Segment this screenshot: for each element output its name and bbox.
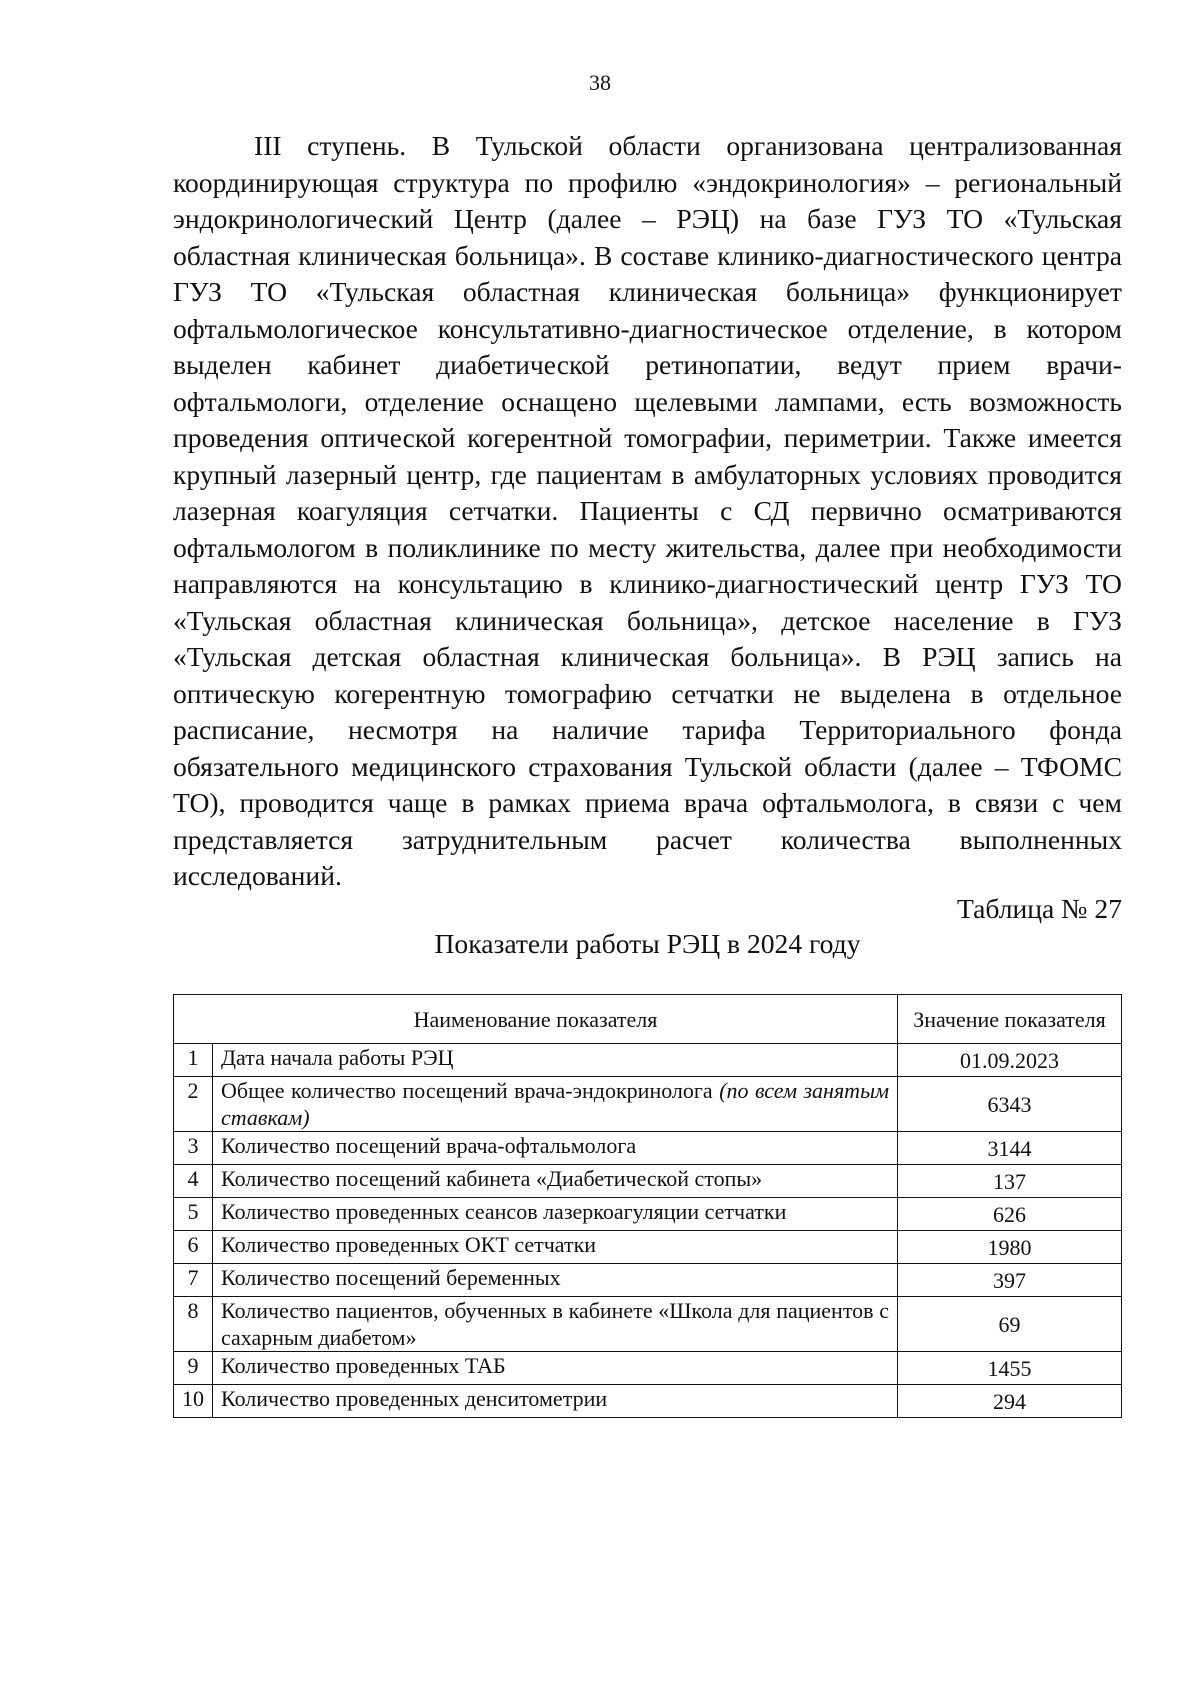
- row-indicator-name: Дата начала работы РЭЦ: [213, 1044, 898, 1077]
- row-indicator-note: (по всем занятым ставкам): [221, 1078, 890, 1130]
- table-row: [174, 1198, 1122, 1231]
- row-indicator-name-cell: [213, 1077, 898, 1132]
- indicators-table: [173, 994, 1122, 1418]
- row-indicator-value: 01.09.2023: [898, 1044, 1122, 1077]
- row-indicator-value: 137: [898, 1165, 1122, 1198]
- row-indicator-value: 397: [898, 1264, 1122, 1297]
- row-indicator-name: Количество посещений беременных: [213, 1264, 898, 1297]
- row-indicator-name: Количество проведенных ОКТ сетчатки: [213, 1231, 898, 1264]
- row-indicator-name: Количество посещений кабинета «Диабетической стопы»: [213, 1165, 898, 1198]
- row-number: 2: [174, 1077, 213, 1132]
- table-row: [174, 1231, 1122, 1264]
- table-row: [174, 1297, 1122, 1352]
- body-paragraph: III ступень. В Тульской области организована централизованная координирующая структура по профилю «эндокринология» – региональный эндокринологический Центр (далее – РЭЦ) на базе ГУЗ ТО «Тульская областная клиническая больница». В составе клинико-диагностического центра ГУЗ ТО «Тульская областная клиническая больница» функционирует офтальмологическое консультативно-диагностическое отделение, в котором выделен кабинет диабетической ретинопатии, ведут прием врачи-офтальмологи, отделение оснащено щелевыми лампами, есть возможность проведения оптической когерентной томографии, периметрии. Также имеется крупный лазерный центр, где пациентам в амбулаторных условиях проводится лазерная коагуляция сетчатки. Пациенты с СД первично осматриваются офтальмологом в поликлинике по месту жительства, далее при необходимости направляются на консультацию в клинико-диагностический центр ГУЗ ТО «Тульская областная клиническая больница», детское население в ГУЗ «Тульская детская областная клиническая больница». В РЭЦ запись на оптическую когерентную томографию сетчатки не выделена в отдельное расписание, несмотря на наличие тарифа Территориального фонда обязательного медицинского страхования Тульской области (далее – ТФОМС ТО), проводится чаще в рамках приема врача офтальмолога, в связи с чем представляется затруднительным расчет количества выполненных исследований.: [173, 130, 1122, 891]
- header-indicator-name: Наименование показателя: [174, 995, 898, 1044]
- row-indicator-value: 294: [898, 1385, 1122, 1418]
- row-indicator-name: Общее количество посещений врача-эндокринолога: [221, 1078, 713, 1103]
- row-indicator-value: 3144: [898, 1132, 1122, 1165]
- table-row: [174, 1165, 1122, 1198]
- table-row: [174, 1264, 1122, 1297]
- header-indicator-value: Значение показателя: [898, 995, 1122, 1044]
- table-row: [174, 1132, 1122, 1165]
- row-indicator-value: 1455: [898, 1352, 1122, 1385]
- table-title: Показатели работы РЭЦ в 2024 году: [434, 928, 861, 959]
- row-indicator-value: 1980: [898, 1231, 1122, 1264]
- page-number: 38: [589, 70, 611, 95]
- row-indicator-name: Количество проведенных сеансов лазеркоагуляции сетчатки: [213, 1198, 898, 1231]
- row-number: 4: [174, 1165, 213, 1198]
- row-number: 6: [174, 1231, 213, 1264]
- row-indicator-name: Количество проведенных ТАБ: [213, 1352, 898, 1385]
- row-number: 5: [174, 1198, 213, 1231]
- row-indicator-name: Количество посещений врача-офтальмолога: [213, 1132, 898, 1165]
- table-number: Таблица № 27: [956, 893, 1122, 924]
- table-row: [174, 1077, 1122, 1132]
- table-row: [174, 1044, 1122, 1077]
- table-row: [174, 1385, 1122, 1418]
- row-number: 8: [174, 1297, 213, 1352]
- row-number: 7: [174, 1264, 213, 1297]
- row-number: 1: [174, 1044, 213, 1077]
- table-header-row: [174, 995, 1122, 1044]
- row-indicator-value: 6343: [898, 1077, 1122, 1132]
- row-number: 3: [174, 1132, 213, 1165]
- row-indicator-value: 626: [898, 1198, 1122, 1231]
- row-number: 9: [174, 1352, 213, 1385]
- row-number: 10: [174, 1385, 213, 1418]
- row-indicator-name: Количество пациентов, обученных в кабинете «Школа для пациентов с сахарным диабетом»: [213, 1297, 898, 1352]
- row-indicator-value: 69: [898, 1297, 1122, 1352]
- table-row: [174, 1352, 1122, 1385]
- row-indicator-name: Количество проведенных денситометрии: [213, 1385, 898, 1418]
